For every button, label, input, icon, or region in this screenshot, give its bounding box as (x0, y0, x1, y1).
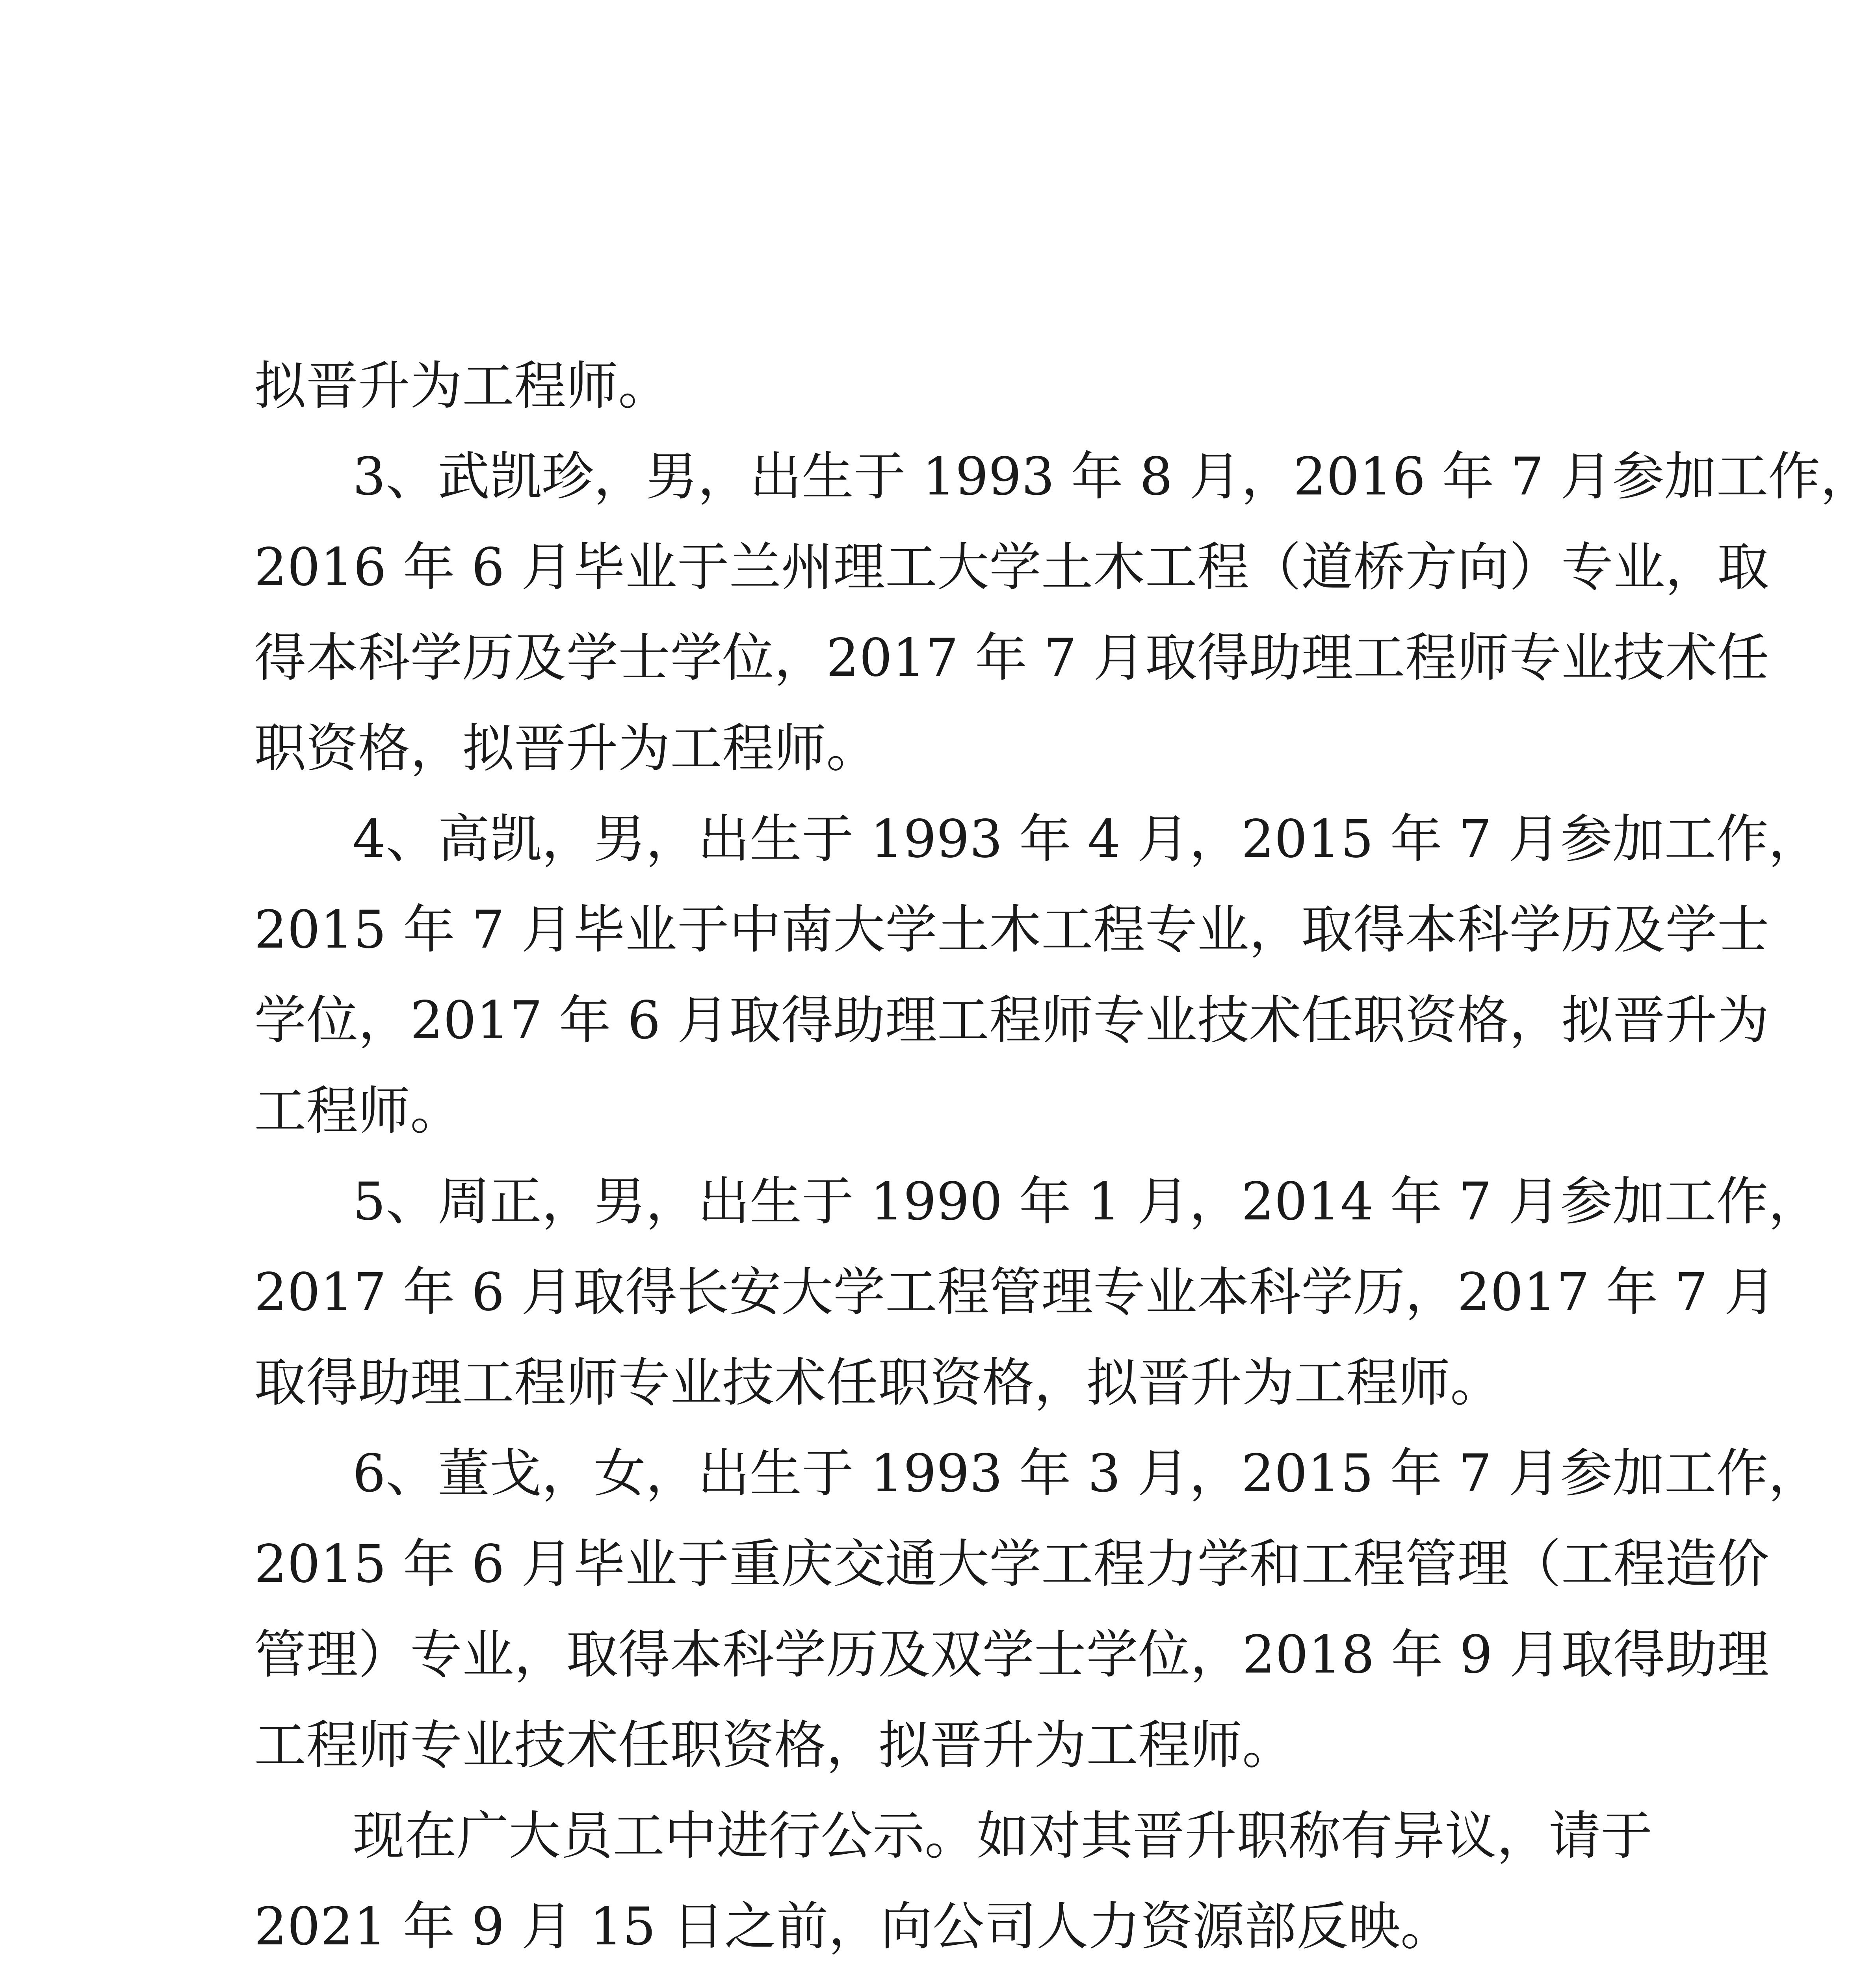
paragraph-line: 拟晋升为工程师。 (254, 356, 670, 416)
paragraph-line: 2017 年 6 月取得长安大学工程管理专业本科学历，2017 年 7 月 (254, 1262, 1776, 1323)
paragraph-line: 得本科学历及学士学位，2017 年 7 月取得助理工程师专业技术任 (254, 628, 1769, 688)
paragraph-line: 2016 年 6 月毕业于兰州理工大学土木工程（道桥方向）专业，取 (254, 537, 1769, 598)
paragraph-line: 2015 年 6 月毕业于重庆交通大学工程力学和工程管理（工程造价 (254, 1534, 1769, 1595)
paragraph-line: 工程师。 (254, 1081, 462, 1141)
paragraph-line: 管理）专业，取得本科学历及双学士学位，2018 年 9 月取得助理 (254, 1624, 1769, 1685)
paragraph-line: 2021 年 9 月 15 日之前，向公司人力资源部反映。 (254, 1896, 1453, 1957)
paragraph-line: 取得助理工程师专业技术任职资格，拟晋升为工程师。 (254, 1353, 1502, 1413)
paragraph-line: 6、董戈，女，出生于 1993 年 3 月，2015 年 7 月参加工作， (353, 1443, 1820, 1504)
paragraph-line: 工程师专业技术任职资格，拟晋升为工程师。 (254, 1715, 1294, 1776)
paragraph-line: 现在广大员工中进行公示。如对其晋升职称有异议，请于 (353, 1806, 1653, 1866)
paragraph-line: 3、武凯珍，男，出生于 1993 年 8 月，2016 年 7 月参加工作， (353, 446, 1872, 507)
paragraph-line: 职资格，拟晋升为工程师。 (254, 718, 878, 779)
paragraph-line: 2015 年 7 月毕业于中南大学土木工程专业，取得本科学历及学士 (254, 900, 1769, 960)
paragraph-line: 5、周正，男，出生于 1990 年 1 月，2014 年 7 月参加工作， (353, 1171, 1820, 1232)
paragraph-line: 4、高凯，男，出生于 1993 年 4 月，2015 年 7 月参加工作， (353, 809, 1820, 870)
paragraph-line: 学位，2017 年 6 月取得助理工程师专业技术任职资格，拟晋升为 (254, 990, 1769, 1051)
